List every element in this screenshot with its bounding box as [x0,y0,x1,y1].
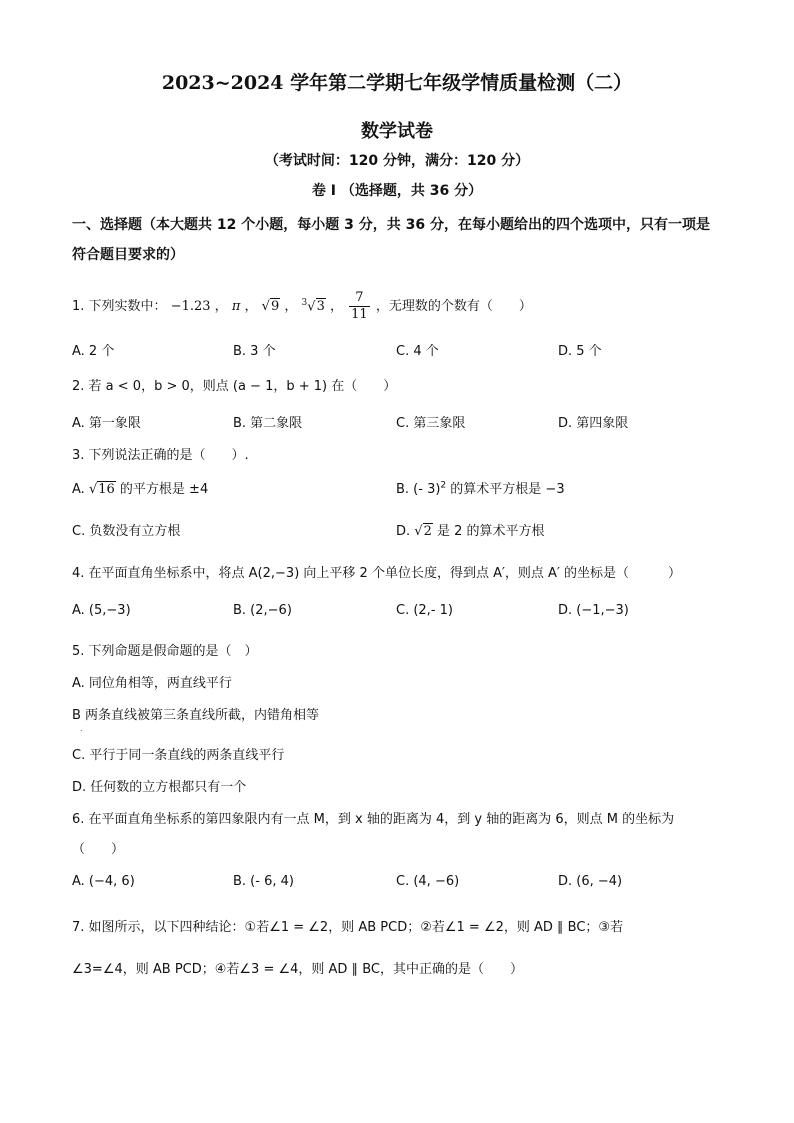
q3-option-a-text: 的平方根是 ±4 [115,482,209,497]
q2-option-b: B. 第二象限 [233,416,303,431]
q1-fraction [349,290,370,323]
q3-sqrt2: √2 [414,524,432,539]
q6-option-c: C. (4, −6) [396,874,460,889]
q1-option-b: B. 3 个 [233,344,276,359]
q3-option-a [72,478,208,497]
q3-option-c: C. 负数没有立方根 [72,524,181,539]
stray-mark: . [80,724,83,733]
question-2-stem: 2. 若 a < 0，b > 0，则点 (a − 1，b + 1) 在（ ） [72,379,397,394]
q3-sqrt16: √16 [88,482,115,497]
question-5-stem: 5. 下列命题是假命题的是（ ） [72,644,258,659]
q1-value-1: −1.23 [170,299,211,314]
q1-option-d: D. 5 个 [558,344,602,359]
q2-option-d: D. 第四象限 [558,416,629,431]
question-7-line-1: 7. 如图所示，以下四种结论：①若∠1 = ∠2，则 AB PCD；②若∠1 = ∠2，则 AD ∥ BC；③若 [72,920,624,935]
q1-value-sqrt9: √9 [261,299,280,314]
q1-sep: ， [330,299,344,314]
q3-option-d-text: 是 2 的算术平方根 [432,524,545,539]
q3-sqrt2-radicand: 2 [423,524,432,539]
q1-sep: ， [244,299,258,314]
q1-cuberoot-index: 3 [301,297,308,308]
q1-option-c: C. 4 个 [396,344,439,359]
q1-prefix: 1. 下列实数中： [72,299,167,314]
q4-option-a: A. (5,−3) [72,603,131,618]
question-4-stem: 4. 在平面直角坐标系中，将点 A(2,−3) 向上平移 2 个单位长度，得到点 A′，则点 A′ 的坐标是（ ） [72,566,682,581]
q1-value-cuberoot3: $^3$√3 [301,297,325,314]
q3-option-b [396,478,565,497]
q1-cuberoot-radicand: 3 [316,299,325,314]
q3-option-b-text: 的算术平方根是 −3 [446,482,565,497]
q3-option-b-exponent: 2 [440,480,447,491]
q6-option-b: B. (- 6, 4) [233,874,294,889]
q1-sep: ， [284,299,298,314]
q5-option-b: B 两条直线被第三条直线所截，内错角相等 [72,708,320,723]
q1-value-pi: π [231,299,241,314]
q4-option-c: C. (2,- 1) [396,603,453,618]
question-1-stem [72,290,532,323]
q3-sqrt16-radicand: 16 [98,482,115,497]
question-6-stem-line-2: （ ） [72,842,125,857]
question-3-stem: 3. 下列说法正确的是（ ）. [72,448,249,463]
q4-option-b: B. (2,−6) [233,603,292,618]
q3-option-d-label: D. [396,524,415,539]
q2-option-c: C. 第三象限 [396,416,466,431]
q5-option-c: C. 平行于同一条直线的两条直线平行 [72,748,285,763]
q1-sep: ， [214,299,228,314]
q3-option-a-label: A. [72,482,89,497]
question-6-stem-line-1: 6. 在平面直角坐标系的第四象限内有一点 M，到 x 轴的距离为 4，到 y 轴的距离为 6，则点 M 的坐标为 [72,812,675,827]
q1-option-a: A. 2 个 [72,344,115,359]
volume-heading: 卷 I （选择题，共 36 分） [311,183,483,199]
q3-option-b-label: B. (- 3) [396,482,441,497]
exam-title: 2023~2024 学年第二学期七年级学情质量检测（二） [161,72,633,94]
q6-option-a: A. (−4, 6) [72,874,135,889]
q6-option-d: D. (6, −4) [558,874,623,889]
exam-info: （考试时间：120 分钟，满分：120 分） [264,153,530,169]
q3-option-d [396,520,545,539]
exam-subtitle: 数学试卷 [361,121,433,142]
section-heading: 一、选择题（本大题共 12 个小题，每小题 3 分，共 36 分，在每小题给出的四个选项中，只有一项是符合题目要求的） [72,217,710,263]
q4-option-d: D. (−1,−3) [558,603,629,618]
q5-option-d: D. 任何数的立方根都只有一个 [72,780,247,795]
question-7-line-2: ∠3=∠4，则 AB PCD；④若∠3 = ∠4，则 AD ∥ BC，其中正确的是（ ） [72,962,523,977]
q1-fraction-denominator: 11 [351,307,368,322]
q1-sqrt9-radicand: 9 [270,299,280,314]
q1-fraction-numerator: 7 [355,290,364,305]
q2-option-a: A. 第一象限 [72,416,141,431]
q1-suffix: ，无理数的个数有（ ） [375,299,532,314]
q5-option-a: A. 同位角相等，两直线平行 [72,676,232,691]
